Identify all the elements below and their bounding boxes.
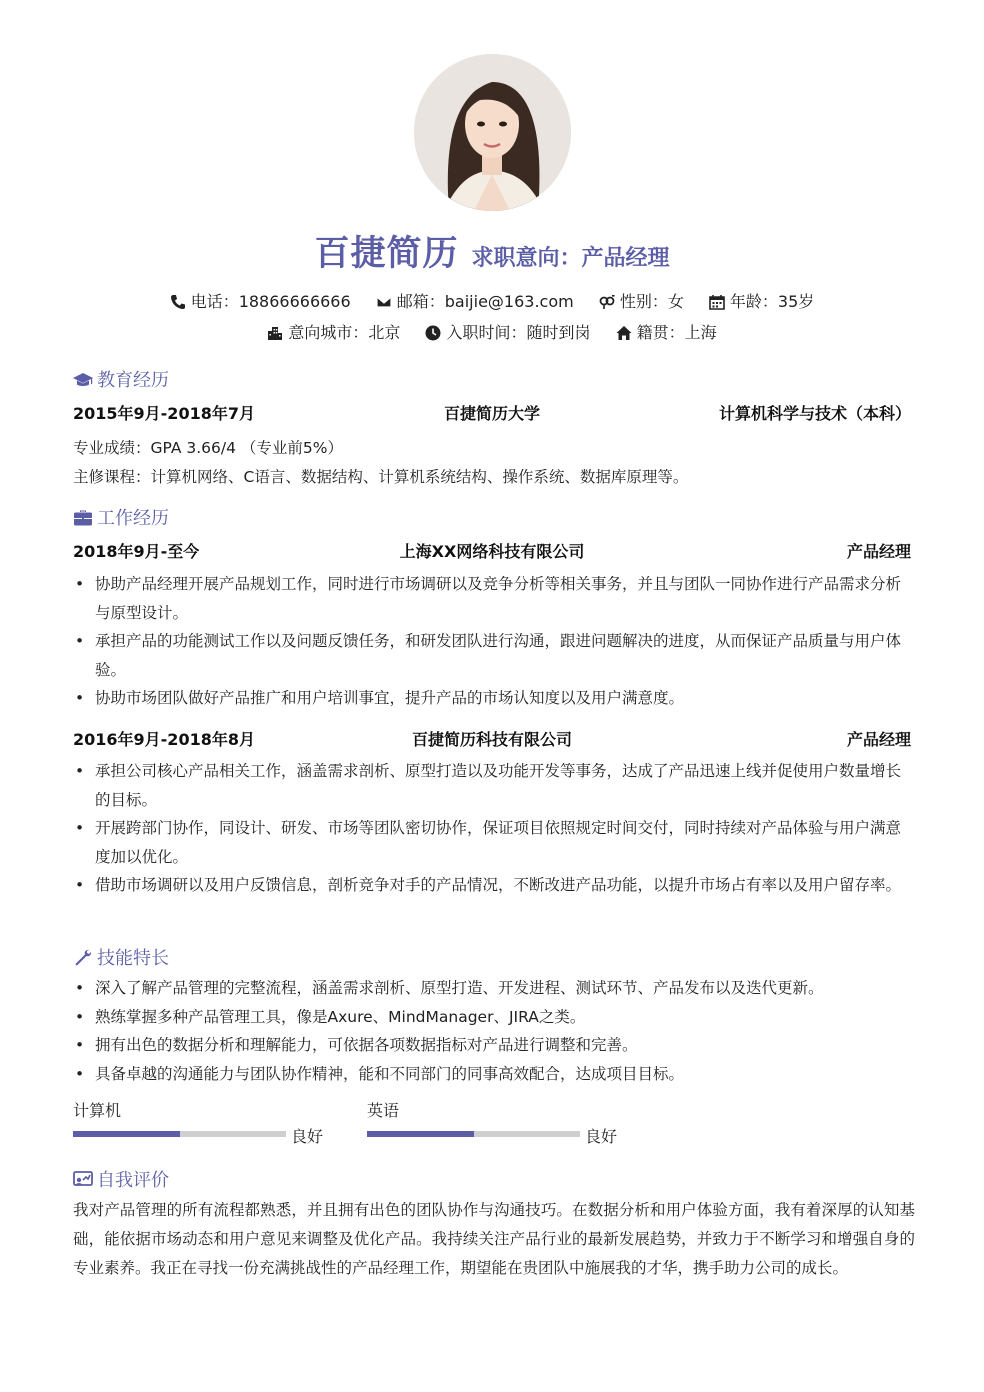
education-major: 计算机科学与技术（本科）: [718, 404, 911, 423]
wrench-icon: [73, 949, 93, 967]
list-item: • 熟练掌握多种产品管理工具，像是Axure、MindManager、JIRA之类。: [73, 1003, 913, 1032]
section-self-eval-title: 自我评价: [73, 1166, 169, 1192]
list-item: • 开展跨部门协作，同设计、研发、市场等团队密切协作，保证项目依照规定时间交付，同时持续对产品体验与用户满意度加以优化。: [73, 814, 913, 871]
gender-icon: [599, 294, 615, 310]
skill-rating-english: [367, 1098, 627, 1146]
job-2-bullets: [73, 757, 913, 900]
job-1-company: 上海XX网络科技有限公司: [399, 542, 585, 561]
job-1-role: 产品经理: [846, 542, 911, 561]
section-skills-title: 技能特长: [73, 944, 169, 970]
building-icon: [267, 325, 283, 341]
job-intent: 求职意向：产品经理: [471, 246, 670, 271]
page-title: [0, 226, 984, 276]
list-item: • 协助产品经理开展产品规划工作，同时进行市场调研以及竞争分析等相关事务，并且与团队一同协作进行产品需求分析与原型设计。: [73, 570, 913, 627]
education-gpa: 专业成绩：GPA 3.66/4 （专业前5%）: [73, 439, 344, 457]
contact-city: 意向城市：北京: [267, 320, 400, 343]
briefcase-icon: [73, 509, 93, 527]
profile-photo: [414, 54, 571, 211]
skill-bar-fill: [367, 1131, 474, 1137]
education-courses: 主修课程：计算机网络、C语言、数据结构、计算机系统结构、操作系统、数据库原理等。: [73, 468, 689, 486]
job-2-company: 百捷简历科技有限公司: [411, 730, 572, 749]
contact-hometown: 籍贯：上海: [616, 320, 717, 343]
resume-name: 百捷简历: [314, 234, 459, 274]
avatar: [414, 54, 571, 211]
contact-age: 年龄：35岁: [709, 289, 814, 312]
education-period: 2015年9月-2018年7月: [73, 404, 255, 423]
job-1-period: 2018年9月-至今: [73, 542, 200, 561]
job-1-bullets: [73, 570, 913, 713]
job-2-header: [73, 727, 911, 749]
skill-name: 计算机: [73, 1101, 122, 1120]
section-work-title: 工作经历: [73, 504, 169, 530]
contact-gender: 性别：女: [599, 289, 684, 312]
list-item: • 承担公司核心产品相关工作，涵盖需求剖析、原型打造以及功能开发等事务，达成了产品迅速上线并促使用户数量增长的目标。: [73, 757, 913, 814]
skill-level: 良好: [585, 1127, 618, 1146]
skill-bar: [367, 1131, 580, 1137]
list-item: • 具备卓越的沟通能力与团队协作精神，能和不同部门的同事高效配合，达成项目目标。: [73, 1060, 913, 1089]
contact-email: 邮箱：baijie@163.com: [376, 289, 574, 312]
contact-start: 入职时间：随时到岗: [425, 320, 590, 343]
list-item: • 拥有出色的数据分析和理解能力，可依据各项数据指标对产品进行调整和完善。: [73, 1031, 913, 1060]
phone-icon: [170, 294, 186, 310]
skill-rating-computer: [73, 1098, 333, 1146]
calendar-icon: [709, 294, 725, 310]
education-school: 百捷简历大学: [443, 404, 540, 423]
job-2-role: 产品经理: [846, 730, 911, 749]
skill-bar-fill: [73, 1131, 180, 1137]
skill-level: 良好: [291, 1127, 324, 1146]
self-eval-text: 我对产品管理的所有流程都熟悉，并且拥有出色的团队协作与沟通技巧。在数据分析和用户体验方面，我有着深厚的认知基础，能依据市场动态和用户意见来调整及优化产品。我持续关注产品行业的最新发展趋势，并致力于不断学习和增强自身的专业素养。我正在寻找一份充满挑战性的产品经理工作，期望能在贵团队中施展我的才华，携手助力公司的成长。: [73, 1201, 915, 1277]
envelope-icon: [376, 294, 392, 310]
list-item: • 深入了解产品管理的完整流程，涵盖需求剖析、原型打造、开发进程、测试环节、产品发布以及迭代更新。: [73, 974, 913, 1003]
skill-name: 英语: [367, 1101, 400, 1120]
clock-icon: [425, 325, 441, 341]
job-1-header: [73, 539, 911, 561]
list-item: • 借助市场调研以及用户反馈信息，剖析竞争对手的产品情况，不断改进产品功能，以提升市场占有率以及用户留存率。: [73, 871, 913, 900]
section-education-title: 教育经历: [73, 366, 169, 392]
list-item: • 承担产品的功能测试工作以及问题反馈任务，和研发团队进行沟通，跟进问题解决的进度，从而保证产品质量与用户体验。: [73, 627, 913, 684]
graduation-cap-icon: [73, 371, 93, 389]
contact-row-2: [0, 320, 984, 343]
skills-bullets: [73, 974, 913, 1088]
job-2-period: 2016年9月-2018年8月: [73, 730, 255, 749]
contact-row-1: [0, 289, 984, 312]
presentation-icon: [73, 1171, 93, 1189]
home-icon: [616, 325, 632, 341]
contact-phone: 电话：18866666666: [170, 289, 351, 312]
list-item: • 协助市场团队做好产品推广和用户培训事宜，提升产品的市场认知度以及用户满意度。: [73, 684, 913, 713]
education-header: [73, 401, 911, 423]
skill-bar: [73, 1131, 286, 1137]
